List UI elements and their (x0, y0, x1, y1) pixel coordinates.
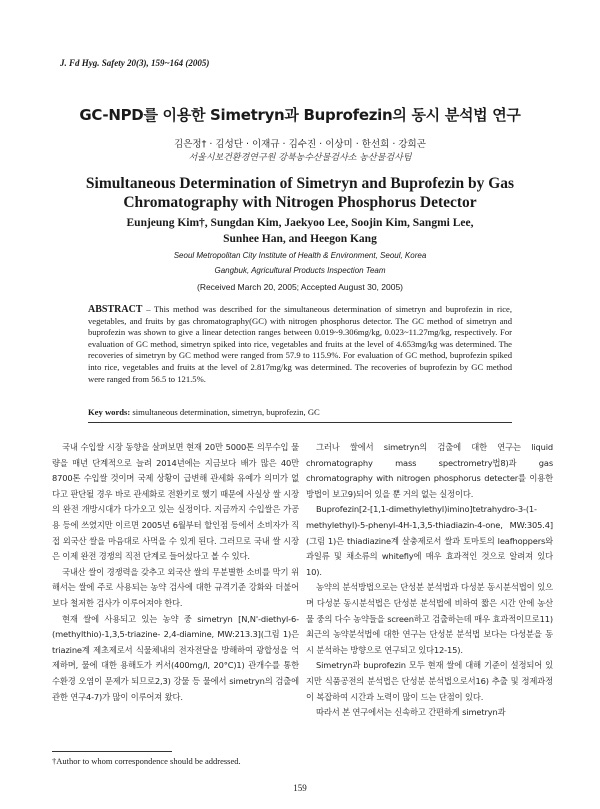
body-paragraph: 농약의 분석방법으로는 단성분 분석법과 다성분 동시분석법이 있으며 다성분 동시분석법은 단성분 분석법에 비하여 짧은 시간 안에 농산물 중의 다수 농약들을 screen하고 검출하는데 매우 효과적이므로11) 최근의 농약분석법에 대한 연구는 단성분 분석법 보다는 다성분을 동시 분석하는 방향으로 연구되고 있다12-15). (306, 582, 553, 655)
page-number: 159 (293, 783, 307, 793)
body-right-column (306, 440, 553, 721)
body-paragraph: 현재 쌀에 사용되고 있는 농약 중 simetryn [N,N'-diethyl-6-(methylthio)-1,3,5-triazine- 2,4-diamine, MW:213.3](그림 1)은 triazine계 제초제로서 식물체내의 전자전달을 방해하여 광합성을 억제하며, 물에 대한 용해도가 커서(400mg/l, 20°C)1) 관개수를 통한 수환경 오염이 문제가 되므로2,3) 강물 등 물에서 simetryn의 검출에 관한 연구4-7)가 많이 이루어져 왔다. (52, 613, 299, 702)
footnote: †Author to whom correspondence should be addressed. (52, 756, 241, 766)
english-authors-line2: Sunhee Han, and Heegon Kang (223, 233, 377, 245)
english-affiliation-2: Gangbuk, Agricultural Products Inspection Team (214, 266, 386, 275)
korean-authors: 김은정† · 김성단 · 이재규 · 김수진 · 이상미 · 한선희 · 강희곤 (174, 139, 426, 150)
english-title-line2: Chromatography with Nitrogen Phosphorus Detector (123, 194, 477, 211)
journal-header: J. Fd Hyg. Safety 20(3), 159~164 (2005) (60, 58, 210, 68)
body-paragraph: 그러나 쌀에서 simetryn의 검출에 대한 연구는 liquid chromatography mass spectrometry법8)과 gas chromatography with nitrogen phosphorus detecter를 이용한 방법이 보고9)되어 있을 뿐 거의 없는 실정이다. (306, 442, 553, 499)
korean-title: GC-NPD를 이용한 Simetryn과 Buprofezin의 동시 분석법 연구 (79, 106, 521, 124)
english-title (60, 174, 540, 212)
body-left-column (52, 440, 299, 705)
keywords-text: simultaneous determination, simetryn, buprofezin, GC (130, 407, 320, 417)
english-authors (60, 215, 540, 247)
body-paragraph: 따라서 본 연구에서는 신속하고 간편하게 simetryn과 (316, 707, 506, 718)
english-authors-line1: Eunjeung Kim†, Sungdan Kim, Jaekyoo Lee, Soojin Kim, Sangmi Lee, (126, 217, 474, 229)
abstract-label: ABSTRACT (88, 304, 143, 315)
abstract-text: – This method was described for the simultaneous determination of simetryn and buprofezin in rice, vegetables, and fruits by gas chromatography(GC) with nitrogen phosphorus detector. The GC method of simetryn and buprofezin was shown to give a linear detection ranges between 0.019~9.306mg/kg, 0.023~11.27mg/kg, respectively. For evaluation of GC method, simetryn spiked into rice, vegetables and fruits at the level of 4.653mg/kg was determined. The recoveries of simetryn by GC method were ranged from 57.9 to 115.9%. For evaluation of GC method, buprofezin spiked into rice, vegetables and fruits at the level of 2.817mg/kg was determined. The recoveries of buprofezin by GC method were ranged from 56.5 to 121.5%. (88, 304, 512, 384)
body-paragraph: 국내 수입쌀 시장 동향을 살펴보면 현재 20만 5000톤 의무수입 물량을 매년 단계적으로 늘려 2014년에는 지금보다 배가 많은 40만 8700톤 수입쌀 것이며 국제 상황이 급변해 관세화 유예가 의미가 없다고 판단될 경우 바로 관세화로 전환키로 했기 때문에 사실상 쌀 시장의 완전 개방시대가 다가오고 있는 실정이다. 지금까지 수입쌀은 가공용 등에 쓰였지만 이르면 2005년 6월부터 할인점 등에서 소비자가 직접 외국산 쌀을 마음대로 사먹을 수 있게 된다. 그러므로 국내 쌀 시장은 이제 완전 경쟁의 직전 단계로 들어섰다고 볼 수 있다. (52, 442, 299, 562)
body-paragraph: 국내산 쌀이 경쟁력을 갖추고 외국산 쌀의 무분별한 소비를 막기 위해서는 쌀에 주로 사용되는 농약 검사에 대한 규격기준 강화와 더불어 보다 철저한 검사가 이루어져야 한다. (52, 566, 299, 608)
received-dates: (Received March 20, 2005; Accepted August 30, 2005) (196, 282, 404, 292)
footnote-divider (52, 751, 172, 752)
abstract (88, 304, 512, 385)
keywords (88, 407, 512, 417)
section-divider (88, 422, 512, 423)
body-paragraph: Buprofezin[2-[1,1-dimethylethyl)imino]tetrahydro-3-(1-methylethyl)-5-phenyl-4H-1,3,5-thiadiazin-4-one, MW:305.4](그림 1)은 thiadiazine계 살충제로서 쌀과 토마토의 leafhoppers와 과일류 및 채소류의 whitefly에 매우 효과적인 것으로 알려져 있다10). (306, 504, 553, 577)
body-paragraph: Simetryn과 buprofezin 모두 현재 쌀에 대해 기준이 설정되어 있지만 식품공전의 분석법은 단성분 분석법으로서16) 추출 및 정제과정이 복잡하여 시간과 노력이 많이 드는 단점이 있다. (306, 660, 553, 702)
korean-affiliation: 서울시보건환경연구원 강북농수산물검사소 농산물검사팀 (188, 153, 412, 163)
keywords-label: Key words: (88, 407, 131, 417)
english-affiliation-1: Seoul Metropolitan City Institute of Health & Environment, Seoul, Korea (173, 251, 427, 260)
english-title-line1: Simultaneous Determination of Simetryn and Buprofezin by Gas (85, 175, 515, 192)
